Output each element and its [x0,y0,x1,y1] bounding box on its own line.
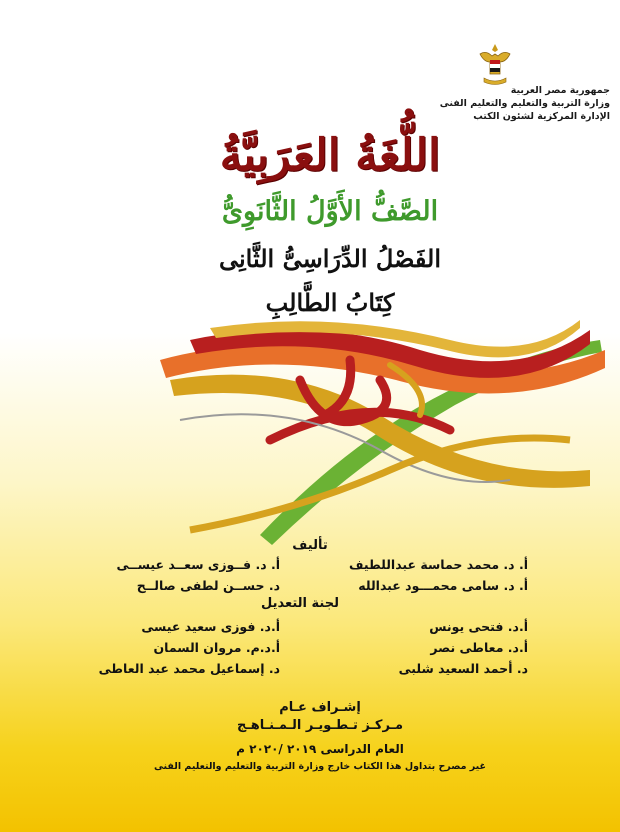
revision-heading: لجنة التعديل [261,596,339,611]
term-title: الفَصْلُ الدِّرَاسِىُّ الثَّانِى [219,244,441,273]
grade-title: الصَّفُّ الأَوَّلُ الثَّانَوِىُّ [221,196,439,227]
reviewer-name: أ.د. فتحى يونس [429,619,528,634]
egypt-eagle-emblem-icon [476,40,514,88]
supervision-label: إشـراف عـام [279,700,361,715]
curriculum-center: مـركـز تـطـويـر الـمـنـاهـج [236,718,404,733]
ministry-block [410,84,610,123]
authors-heading: تأليف [292,538,328,553]
reviewer-name: أ.د.م. مروان السمان [153,640,280,655]
reviewer-name: أ.د. معاطى نصر [430,640,528,655]
book-title: كِتَابُ الطَّالِبِ [265,288,395,317]
ministry-line-country: جمهورية مصر العربية [510,85,610,96]
ministry-line-department: الإدارة المركزية لشئون الكتب [473,111,610,122]
distribution-notice: غير مصرح بتداول هذا الكتاب خارج وزارة التربية والتعليم والتعليم الفنى [153,761,487,772]
author-name: أ. د. سامى محمـــود عبدالله [358,578,528,593]
academic-year: العام الدراسى ٢٠١٩ /٢٠٢٠ م [236,742,404,756]
author-name: أ. د. محمد حماسة عبداللطيف [348,557,528,572]
reviewer-name: أ.د. فوزى سعيد عيسى [141,619,280,634]
ministry-line-ministry: وزارة التربية والتعليم والتعليم الفنى [439,98,610,109]
calligraphy-ribbon-artwork [150,320,610,550]
author-name: أ. د. فــوزى سعــد عيســى [116,557,280,572]
reviewer-name: د. إسماعيل محمد عبد العاطى [98,661,280,676]
subject-title: اللُّغَةُ العَرَبِيَّةُ [219,130,441,181]
author-name: د. حســن لطفى صالــح [136,578,280,593]
reviewer-name: د. أحمد السعيد شلبى [398,661,528,676]
